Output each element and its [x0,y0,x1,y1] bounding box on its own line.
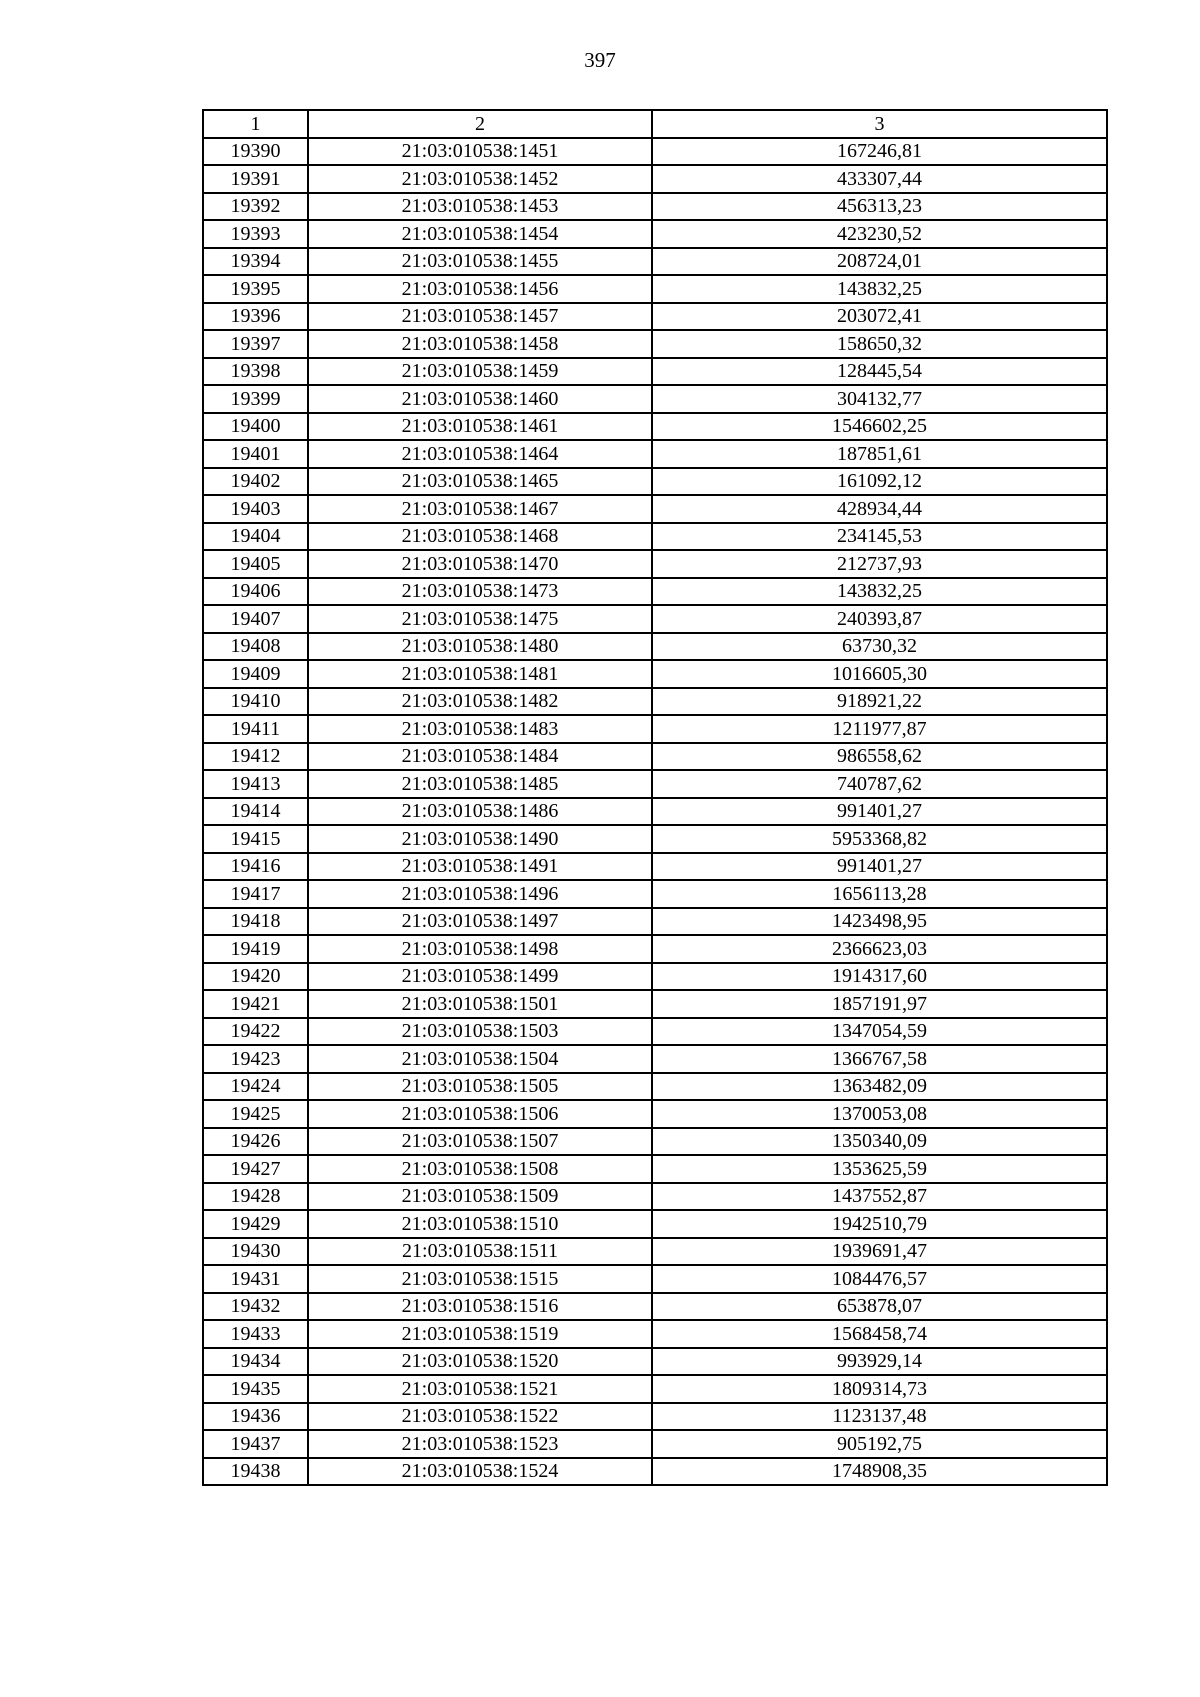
cadastral-number-cell: 21:03:010538:1455 [308,248,652,276]
cadastral-number-cell: 21:03:010538:1504 [308,1045,652,1073]
row-number-cell: 19412 [203,743,308,771]
cadastral-number-cell: 21:03:010538:1484 [308,743,652,771]
cadastral-value-cell: 1546602,25 [652,413,1107,441]
row-number-cell: 19436 [203,1403,308,1431]
cadastral-number-cell: 21:03:010538:1470 [308,550,652,578]
row-number-cell: 19431 [203,1265,308,1293]
cadastral-value-cell: 653878,07 [652,1293,1107,1321]
row-number-cell: 19407 [203,605,308,633]
table-row [203,1210,1107,1238]
cadastral-number-cell: 21:03:010538:1497 [308,908,652,936]
table-row [203,1375,1107,1403]
cadastral-number-cell: 21:03:010538:1452 [308,165,652,193]
cadastral-number-cell: 21:03:010538:1505 [308,1073,652,1101]
cadastral-number-cell: 21:03:010538:1520 [308,1348,652,1376]
cadastral-value-cell: 143832,25 [652,578,1107,606]
cadastral-number-cell: 21:03:010538:1486 [308,798,652,826]
row-number-cell: 19417 [203,880,308,908]
row-number-cell: 19404 [203,523,308,551]
cadastral-number-cell: 21:03:010538:1457 [308,303,652,331]
cadastral-number-cell: 21:03:010538:1490 [308,825,652,853]
row-number-cell: 19435 [203,1375,308,1403]
column-header-2: 2 [308,110,652,138]
table-row [203,220,1107,248]
table-row [203,1018,1107,1046]
table-row [203,1155,1107,1183]
row-number-cell: 19390 [203,138,308,166]
header-row [203,110,1107,138]
table-row [203,715,1107,743]
table-row [203,1403,1107,1431]
cadastral-value-cell: 203072,41 [652,303,1107,331]
cadastral-value-cell: 1656113,28 [652,880,1107,908]
cadastral-value-cell: 1211977,87 [652,715,1107,743]
cadastral-number-cell: 21:03:010538:1523 [308,1430,652,1458]
table-body [203,138,1107,1486]
row-number-cell: 19396 [203,303,308,331]
row-number-cell: 19421 [203,990,308,1018]
cadastral-number-cell: 21:03:010538:1475 [308,605,652,633]
table-row [203,853,1107,881]
row-number-cell: 19406 [203,578,308,606]
cadastral-number-cell: 21:03:010538:1510 [308,1210,652,1238]
cadastral-number-cell: 21:03:010538:1507 [308,1128,652,1156]
row-number-cell: 19420 [203,963,308,991]
table-row [203,1430,1107,1458]
table-row [203,275,1107,303]
table-row [203,330,1107,358]
cadastral-value-cell: 918921,22 [652,688,1107,716]
table-row [203,660,1107,688]
cadastral-value-cell: 1347054,59 [652,1018,1107,1046]
table-row [203,1348,1107,1376]
table-row [203,1073,1107,1101]
table-header [203,110,1107,138]
row-number-cell: 19413 [203,770,308,798]
table-row [203,688,1107,716]
cadastral-number-cell: 21:03:010538:1491 [308,853,652,881]
table-row [203,1293,1107,1321]
table-row [203,303,1107,331]
cadastral-number-cell: 21:03:010538:1464 [308,440,652,468]
row-number-cell: 19409 [203,660,308,688]
row-number-cell: 19392 [203,193,308,221]
table-row [203,1320,1107,1348]
table-row [203,193,1107,221]
row-number-cell: 19397 [203,330,308,358]
row-number-cell: 19398 [203,358,308,386]
row-number-cell: 19414 [203,798,308,826]
row-number-cell: 19425 [203,1100,308,1128]
cadastral-value-cell: 991401,27 [652,853,1107,881]
cadastral-number-cell: 21:03:010538:1496 [308,880,652,908]
table-row [203,468,1107,496]
cadastral-value-table [202,109,1108,1486]
row-number-cell: 19438 [203,1458,308,1486]
cadastral-value-cell: 428934,44 [652,495,1107,523]
row-number-cell: 19411 [203,715,308,743]
cadastral-value-cell: 304132,77 [652,385,1107,413]
cadastral-number-cell: 21:03:010538:1453 [308,193,652,221]
cadastral-number-cell: 21:03:010538:1522 [308,1403,652,1431]
row-number-cell: 19427 [203,1155,308,1183]
row-number-cell: 19408 [203,633,308,661]
cadastral-number-cell: 21:03:010538:1524 [308,1458,652,1486]
cadastral-value-cell: 1857191,97 [652,990,1107,1018]
row-number-cell: 19403 [203,495,308,523]
cadastral-value-cell: 1568458,74 [652,1320,1107,1348]
cadastral-number-cell: 21:03:010538:1483 [308,715,652,743]
table-row [203,1265,1107,1293]
cadastral-value-cell: 1423498,95 [652,908,1107,936]
row-number-cell: 19422 [203,1018,308,1046]
cadastral-number-cell: 21:03:010538:1482 [308,688,652,716]
table-row [203,248,1107,276]
cadastral-number-cell: 21:03:010538:1508 [308,1155,652,1183]
table-row [203,495,1107,523]
cadastral-value-cell: 1353625,59 [652,1155,1107,1183]
table-row [203,165,1107,193]
cadastral-value-cell: 423230,52 [652,220,1107,248]
cadastral-value-cell: 212737,93 [652,550,1107,578]
table-row [203,578,1107,606]
cadastral-number-cell: 21:03:010538:1499 [308,963,652,991]
cadastral-value-cell: 1809314,73 [652,1375,1107,1403]
row-number-cell: 19393 [203,220,308,248]
cadastral-value-cell: 1370053,08 [652,1100,1107,1128]
column-header-3: 3 [652,110,1107,138]
cadastral-number-cell: 21:03:010538:1521 [308,1375,652,1403]
cadastral-value-cell: 63730,32 [652,633,1107,661]
cadastral-value-cell: 1123137,48 [652,1403,1107,1431]
row-number-cell: 19394 [203,248,308,276]
cadastral-value-cell: 1748908,35 [652,1458,1107,1486]
table-row [203,935,1107,963]
row-number-cell: 19426 [203,1128,308,1156]
cadastral-value-cell: 993929,14 [652,1348,1107,1376]
row-number-cell: 19400 [203,413,308,441]
table-row [203,743,1107,771]
cadastral-value-cell: 1942510,79 [652,1210,1107,1238]
table-row [203,908,1107,936]
cadastral-value-cell: 1366767,58 [652,1045,1107,1073]
table-row [203,770,1107,798]
cadastral-value-cell: 740787,62 [652,770,1107,798]
row-number-cell: 19415 [203,825,308,853]
cadastral-value-cell: 1084476,57 [652,1265,1107,1293]
cadastral-value-cell: 234145,53 [652,523,1107,551]
cadastral-value-cell: 208724,01 [652,248,1107,276]
table-row [203,963,1107,991]
cadastral-value-cell: 1437552,87 [652,1183,1107,1211]
cadastral-value-cell: 2366623,03 [652,935,1107,963]
table-row [203,990,1107,1018]
row-number-cell: 19391 [203,165,308,193]
row-number-cell: 19419 [203,935,308,963]
row-number-cell: 19423 [203,1045,308,1073]
table-row [203,1045,1107,1073]
row-number-cell: 19410 [203,688,308,716]
cadastral-number-cell: 21:03:010538:1515 [308,1265,652,1293]
cadastral-number-cell: 21:03:010538:1506 [308,1100,652,1128]
table-row [203,1458,1107,1486]
cadastral-number-cell: 21:03:010538:1501 [308,990,652,1018]
cadastral-value-cell: 986558,62 [652,743,1107,771]
cadastral-number-cell: 21:03:010538:1519 [308,1320,652,1348]
cadastral-number-cell: 21:03:010538:1451 [308,138,652,166]
page-number: 397 [584,48,616,72]
cadastral-number-cell: 21:03:010538:1467 [308,495,652,523]
cadastral-number-cell: 21:03:010538:1459 [308,358,652,386]
row-number-cell: 19433 [203,1320,308,1348]
cadastral-value-cell: 991401,27 [652,798,1107,826]
cadastral-value-cell: 1363482,09 [652,1073,1107,1101]
row-number-cell: 19437 [203,1430,308,1458]
row-number-cell: 19416 [203,853,308,881]
row-number-cell: 19424 [203,1073,308,1101]
row-number-cell: 19418 [203,908,308,936]
column-header-1: 1 [203,110,308,138]
cadastral-number-cell: 21:03:010538:1485 [308,770,652,798]
table-row [203,1100,1107,1128]
table-row [203,825,1107,853]
cadastral-value-cell: 905192,75 [652,1430,1107,1458]
cadastral-value-cell: 1350340,09 [652,1128,1107,1156]
cadastral-number-cell: 21:03:010538:1465 [308,468,652,496]
table-row [203,798,1107,826]
cadastral-number-cell: 21:03:010538:1458 [308,330,652,358]
cadastral-value-cell: 433307,44 [652,165,1107,193]
row-number-cell: 19434 [203,1348,308,1376]
table-row [203,385,1107,413]
table-row [203,440,1107,468]
cadastral-value-cell: 128445,54 [652,358,1107,386]
row-number-cell: 19395 [203,275,308,303]
table-row [203,1128,1107,1156]
table-row [203,1183,1107,1211]
cadastral-value-cell: 1914317,60 [652,963,1107,991]
table-row [203,358,1107,386]
table-row [203,550,1107,578]
table-row [203,633,1107,661]
cadastral-value-cell: 167246,81 [652,138,1107,166]
cadastral-value-cell: 240393,87 [652,605,1107,633]
cadastral-value-cell: 1939691,47 [652,1238,1107,1266]
cadastral-number-cell: 21:03:010538:1481 [308,660,652,688]
cadastral-value-cell: 5953368,82 [652,825,1107,853]
cadastral-value-cell: 143832,25 [652,275,1107,303]
table-row [203,523,1107,551]
cadastral-value-cell: 1016605,30 [652,660,1107,688]
cadastral-value-cell: 187851,61 [652,440,1107,468]
cadastral-number-cell: 21:03:010538:1454 [308,220,652,248]
row-number-cell: 19428 [203,1183,308,1211]
cadastral-number-cell: 21:03:010538:1468 [308,523,652,551]
cadastral-value-cell: 456313,23 [652,193,1107,221]
table-row [203,1238,1107,1266]
table-row [203,605,1107,633]
row-number-cell: 19429 [203,1210,308,1238]
cadastral-number-cell: 21:03:010538:1498 [308,935,652,963]
table-row [203,413,1107,441]
table-row [203,880,1107,908]
table-row [203,138,1107,166]
cadastral-value-cell: 158650,32 [652,330,1107,358]
cadastral-number-cell: 21:03:010538:1511 [308,1238,652,1266]
row-number-cell: 19402 [203,468,308,496]
row-number-cell: 19432 [203,1293,308,1321]
cadastral-number-cell: 21:03:010538:1516 [308,1293,652,1321]
cadastral-number-cell: 21:03:010538:1461 [308,413,652,441]
cadastral-number-cell: 21:03:010538:1460 [308,385,652,413]
row-number-cell: 19405 [203,550,308,578]
row-number-cell: 19401 [203,440,308,468]
cadastral-number-cell: 21:03:010538:1480 [308,633,652,661]
row-number-cell: 19399 [203,385,308,413]
cadastral-number-cell: 21:03:010538:1509 [308,1183,652,1211]
cadastral-value-cell: 161092,12 [652,468,1107,496]
cadastral-number-cell: 21:03:010538:1503 [308,1018,652,1046]
cadastral-number-cell: 21:03:010538:1473 [308,578,652,606]
cadastral-number-cell: 21:03:010538:1456 [308,275,652,303]
row-number-cell: 19430 [203,1238,308,1266]
